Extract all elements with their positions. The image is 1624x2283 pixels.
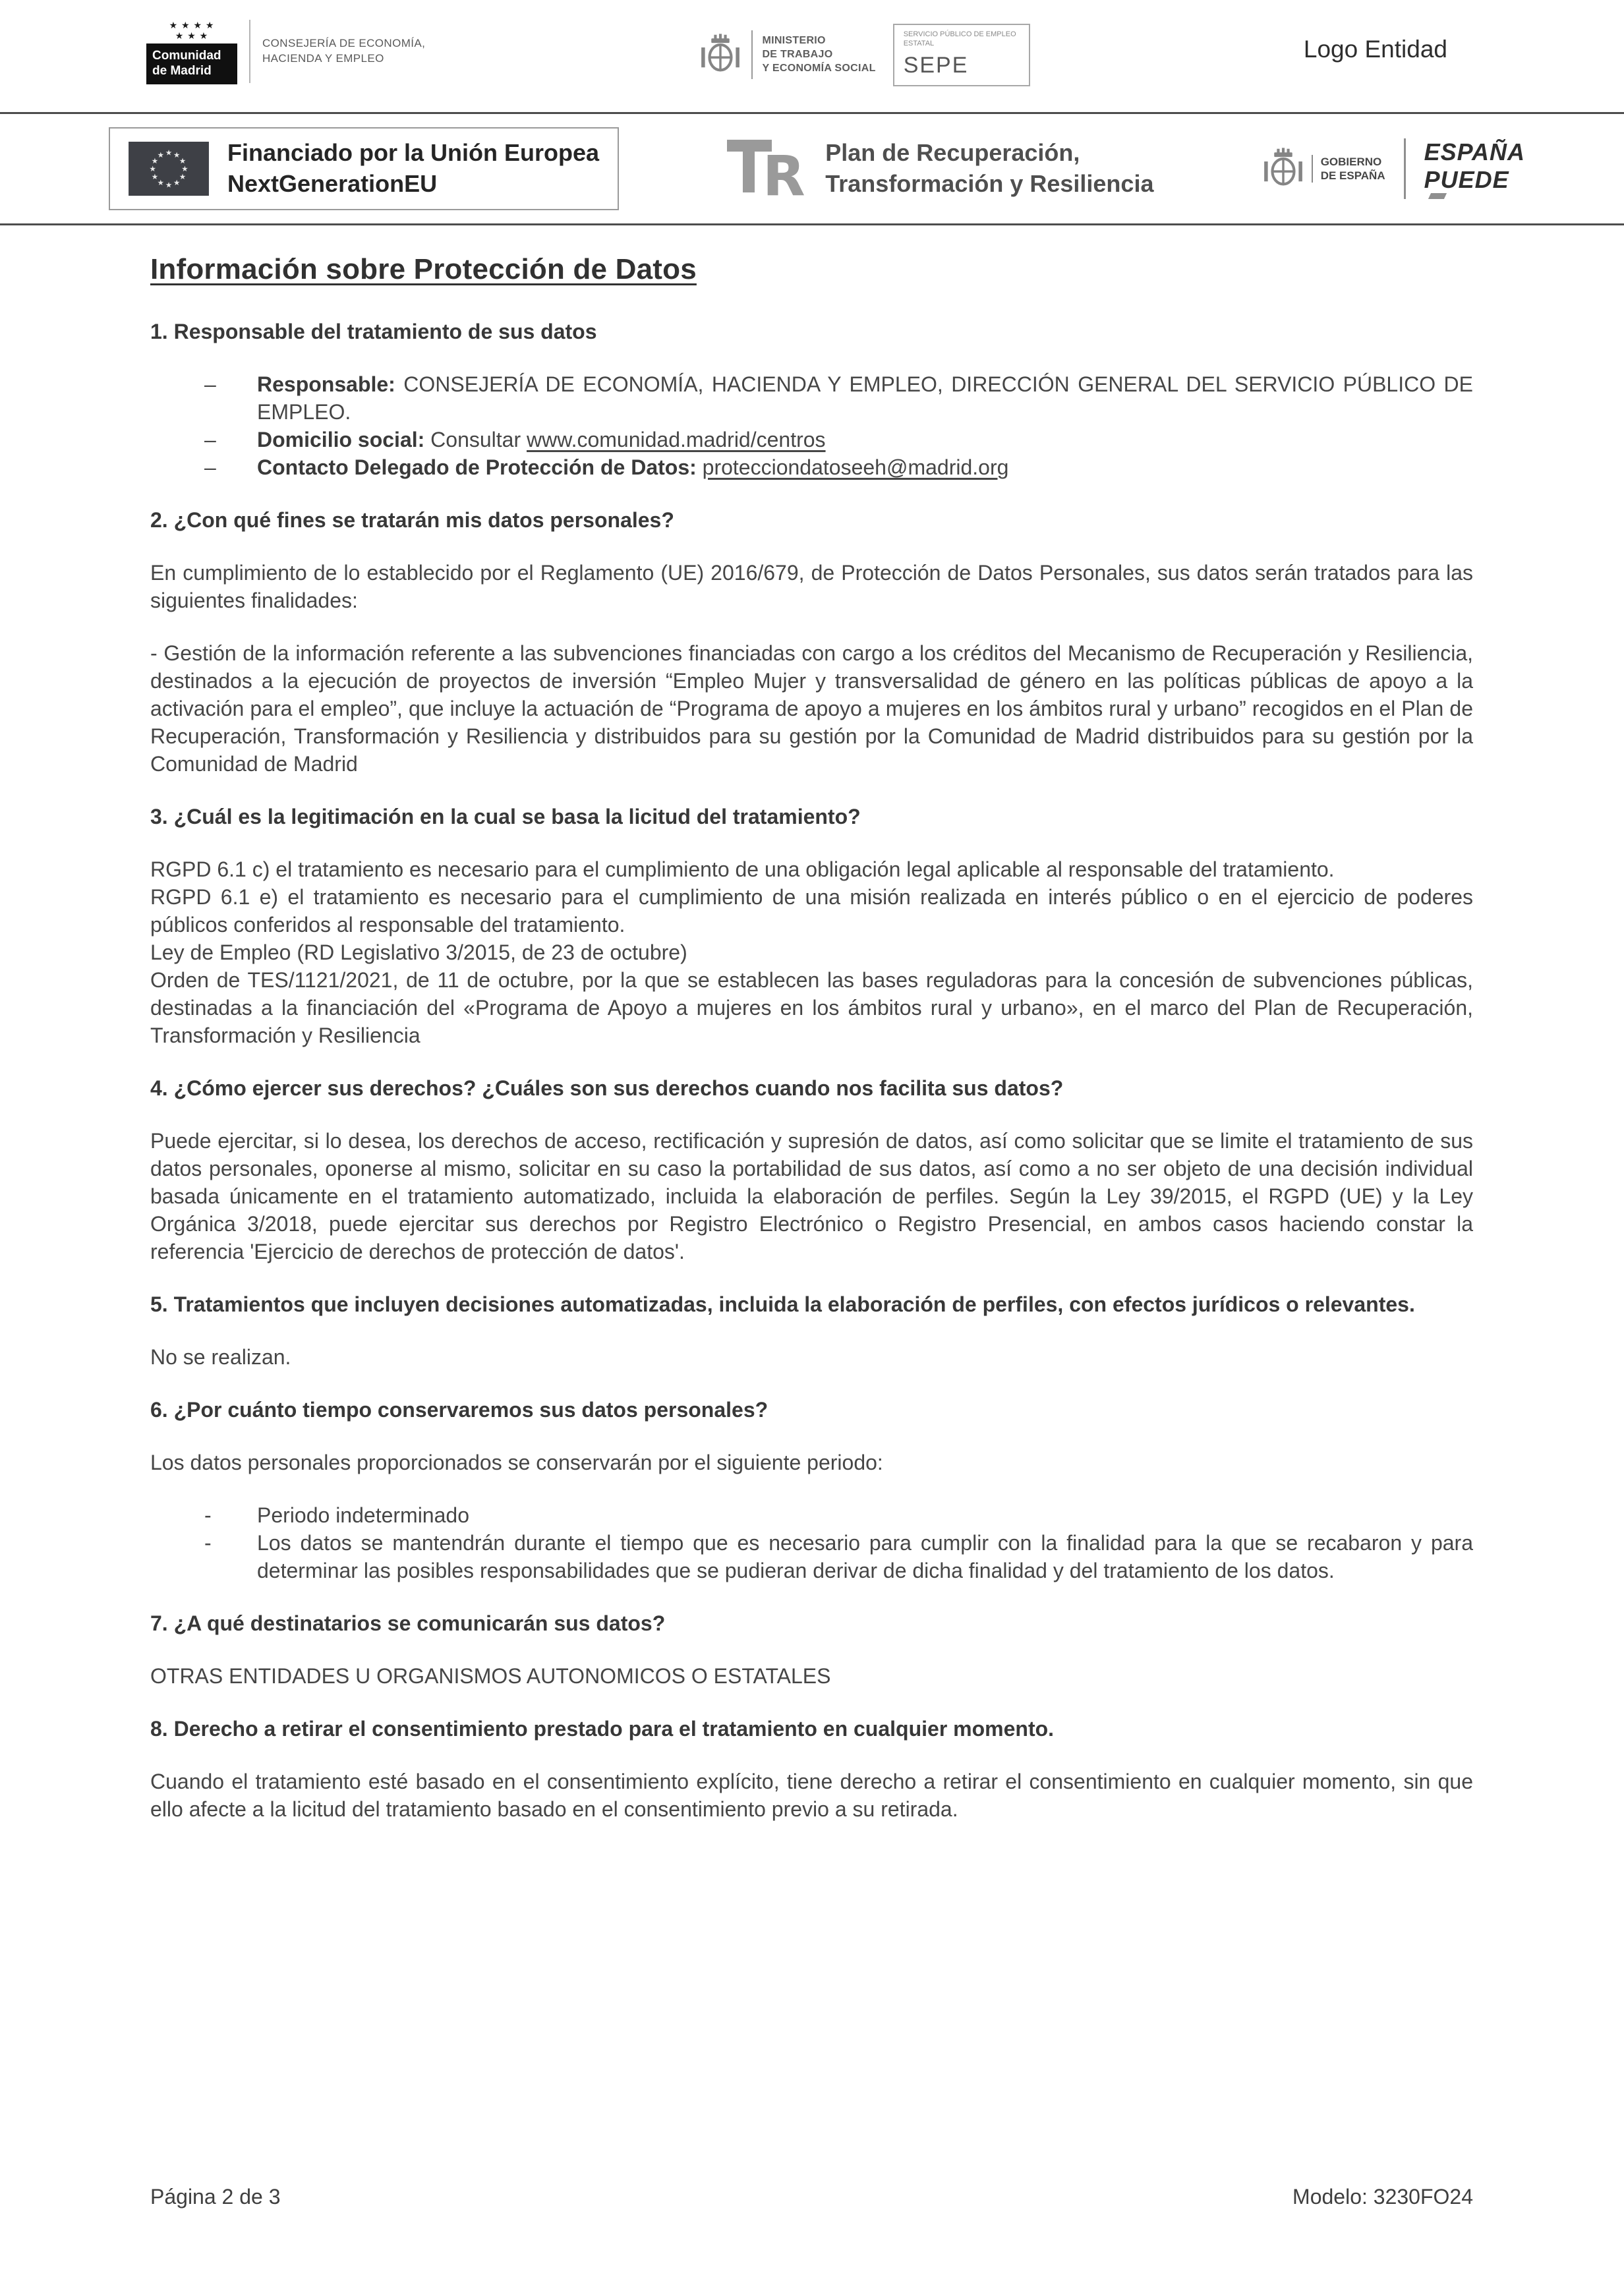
list-item — [150, 426, 1473, 453]
prtr-tr-icon — [726, 134, 812, 203]
gobierno-espana-logo — [1262, 138, 1525, 199]
item-value: Consultar — [430, 428, 521, 451]
list-item — [150, 453, 1473, 481]
paragraph: Puede ejercitar, si lo desea, los derechos de acceso, rectificación y supresión de datos, así como solicitar que se limite el tratamiento de sus datos personales, oponerse al mismo, solicitar en su caso la portabilidad de sus datos, así como a no ser objeto de una decisión individual basada únicamente en el tratamiento automatizado, incluida la elaboración de perfiles. Según la Ley 39/2015, el RGPD (UE) y la Ley Orgánica 3/2018, puede ejercitar sus derechos por Registro Electrónico o Registro Presencial, en ambos casos haciendo constar la referencia 'Ejercicio de derechos de protección de datos'. — [150, 1129, 1473, 1263]
sepe-wordmark: SEPE — [903, 52, 969, 78]
paragraph: OTRAS ENTIDADES U ORGANISMOS AUTONOMICOS O ESTATALES — [150, 1664, 831, 1688]
vertical-divider — [249, 20, 250, 83]
list-item-text — [257, 426, 1473, 453]
item-label: Responsable: — [257, 372, 395, 396]
madrid-name-line2: de Madrid — [152, 63, 212, 78]
prtr-line1: Plan de Recuperación, — [825, 139, 1080, 167]
paragraph: Los datos personales proporcionados se conservarán por el siguiente periodo: — [150, 1451, 883, 1474]
section-2-heading: 2. ¿Con qué fines se tratarán mis datos personales? — [150, 508, 674, 532]
item-label: Domicilio social: — [257, 428, 425, 451]
paragraph: - Gestión de la información referente a las subvenciones financiadas con cargo a los créditos del Mecanismo de Recuperación y Resiliencia, destinados a la ejecución de proyectos de inversión “Empleo Mujer y transversalidad de género en las políticas públicas de apoyo a la activación para el empleo”, que incluye la actuación de “Programa de apoyo a mujeres en los ámbitos rural y urbano” recogidos en el Plan de Recuperación, Transformación y Resiliencia y distribuidos para su gestión por la Comunidad de Madrid distribuidos para su gestión por la Comunidad de Madrid — [150, 641, 1473, 776]
list-item-text: Periodo indeterminado — [257, 1503, 469, 1527]
paragraph: En cumplimiento de lo establecido por el Reglamento (UE) 2016/679, de Protección de Datos Personales, sus datos serán tratados para las siguientes finalidades: — [150, 561, 1473, 612]
section-fines — [150, 506, 1473, 778]
madrid-stars-row2: ★ ★ ★ — [175, 30, 209, 42]
list-item — [150, 370, 1473, 426]
bullet-marker: – — [204, 455, 216, 479]
paragraph: RGPD 6.1 c) el tratamiento es necesario para el cumplimiento de una obligación legal aplicable al responsable del tratamiento. — [150, 857, 1335, 881]
bullet-marker: - — [204, 1531, 212, 1555]
section-destinatarios — [150, 1609, 1473, 1690]
madrid-stars-row1: ★ ★ ★ ★ — [169, 20, 215, 30]
bullet-marker: – — [204, 372, 216, 396]
prtr-label — [825, 138, 1153, 200]
consejeria-label — [262, 37, 425, 65]
bullet-marker: – — [204, 428, 216, 451]
list-item — [150, 1501, 1473, 1529]
svg-text:★: ★ — [179, 172, 187, 182]
legal-basis-block — [150, 855, 1473, 1049]
consejeria-line1: CONSEJERÍA DE ECONOMÍA, — [262, 37, 426, 50]
section-conservacion — [150, 1396, 1473, 1584]
page-title: Información sobre Protección de Datos — [150, 253, 697, 285]
document-body — [0, 225, 1624, 1823]
page-header — [0, 0, 1624, 225]
espana-line1: ESPAÑA — [1424, 138, 1525, 166]
ministry-line1: MINISTERIO — [762, 35, 826, 47]
paragraph: Ley de Empleo (RD Legislativo 3/2015, de 23 de octubre) — [150, 940, 687, 964]
svg-text:★: ★ — [173, 178, 181, 188]
paragraph: Cuando el tratamiento esté basado en el consentimiento explícito, tiene derecho a retirar el consentimiento en cualquier momento, sin que ello afecte a la licitud del tratamiento basado en el consentimiento previo a su retirada. — [150, 1770, 1473, 1821]
funding-logo-band — [0, 114, 1624, 223]
section-legitimacion — [150, 803, 1473, 1049]
svg-text:★: ★ — [165, 180, 173, 190]
section-1-heading: 1. Responsable del tratamiento de sus datos — [150, 320, 597, 343]
prtr-logo — [726, 134, 1153, 203]
list-item-text — [257, 370, 1473, 426]
svg-text:★: ★ — [181, 163, 188, 173]
prtr-line2: Transformación y Resiliencia — [825, 170, 1154, 197]
paragraph: No se realizan. — [150, 1345, 291, 1369]
header-logo-band — [0, 0, 1624, 112]
sepe-caption: SERVICIO PÚBLICO DE EMPLEO ESTATAL — [903, 30, 1016, 47]
madrid-flag-icon — [146, 18, 237, 84]
espana-puede-logo — [1404, 138, 1525, 199]
ministry-label — [762, 34, 875, 75]
ministry-line2: DE TRABAJO — [762, 48, 833, 60]
eu-funding-line1: Financiado por la Unión Europea — [227, 139, 600, 167]
list-item-text: Los datos se mantendrán durante el tiempo que es necesario para cumplir con la finalidad para la que se recabaron y para determinar las posibles responsabilidades que se pudieran derivar de dicha finalidad y del tratamiento de los datos. — [257, 1531, 1473, 1582]
gobierno-crest-icon — [1262, 147, 1305, 190]
svg-text:★: ★ — [157, 150, 164, 159]
section-4-heading: 4. ¿Cómo ejercer sus derechos? ¿Cuáles son sus derechos cuando nos facilita sus datos? — [150, 1076, 1064, 1100]
list-item-text — [257, 453, 1473, 481]
page-number: Página 2 de 3 — [150, 2185, 281, 2209]
section-6-heading: 6. ¿Por cuánto tiempo conservaremos sus datos personales? — [150, 1398, 768, 1422]
section-derechos — [150, 1074, 1473, 1265]
page-footer — [150, 2185, 1473, 2209]
section-8-heading: 8. Derecho a retirar el consentimiento prestado para el tratamiento en cualquier momento. — [150, 1717, 1055, 1741]
eu-funding-logo — [109, 127, 619, 210]
svg-text:★: ★ — [165, 148, 173, 158]
item-value: CONSEJERÍA DE ECONOMÍA, HACIENDA Y EMPLEO, DIRECCIÓN GENERAL DEL SERVICIO PÚBLICO DE EMPLEO. — [257, 372, 1474, 424]
ministry-line3: Y ECONOMÍA SOCIAL — [762, 62, 876, 74]
madrid-name-line1: Comunidad — [152, 49, 221, 63]
madrid-wordmark — [146, 43, 237, 84]
entity-logo-placeholder: Logo Entidad — [1303, 36, 1447, 63]
model-number: Modelo: 3230FO24 — [1292, 2185, 1473, 2209]
eu-funding-label — [227, 138, 599, 200]
spain-coat-of-arms-icon — [699, 33, 742, 76]
section-retirar-consentimiento — [150, 1715, 1473, 1823]
sepe-logo — [893, 24, 1030, 86]
svg-text:★: ★ — [149, 163, 156, 173]
espana-line2: PUEDE — [1424, 165, 1509, 193]
vertical-divider — [751, 30, 753, 79]
paragraph: Orden de TES/1121/2021, de 11 de octubre, por la que se establecen las bases reguladoras para la concesión de subvenciones públicas, destinadas a la financiación del «Programa de Apoyo a mujeres en los ámbitos rural y urbano», en el marco del Plan de Recuperación, Transformación y Resiliencia — [150, 968, 1473, 1047]
svg-text:★: ★ — [151, 156, 159, 165]
espana-puede-flag-icon — [1428, 193, 1447, 199]
responsable-list — [150, 370, 1473, 481]
eu-funding-line2: NextGenerationEU — [227, 170, 438, 197]
svg-text:★: ★ — [151, 172, 159, 182]
madrid-stars-icon — [146, 18, 237, 43]
ministry-sepe-logo — [699, 24, 1030, 86]
comunidad-madrid-logo — [146, 18, 425, 84]
consejeria-line2: HACIENDA Y EMPLEO — [262, 52, 384, 65]
svg-text:★: ★ — [179, 156, 187, 165]
section-7-heading: 7. ¿A qué destinatarios se comunicarán sus datos? — [150, 1611, 666, 1635]
paragraph: RGPD 6.1 e) el tratamiento es necesario para el cumplimiento de una misión realizada en interés público o en el ejercicio de poderes públicos conferidos al responsable del tratamiento. — [150, 885, 1473, 937]
conservacion-list — [150, 1501, 1473, 1584]
svg-text:★: ★ — [173, 150, 181, 159]
gobierno-line2: DE ESPAÑA — [1320, 169, 1385, 182]
gobierno-label — [1312, 155, 1385, 183]
section-decisiones-automatizadas — [150, 1290, 1473, 1371]
svg-text:★: ★ — [157, 178, 164, 188]
item-label: Contacto Delegado de Protección de Datos: — [257, 455, 697, 479]
svg-text:R: R — [763, 144, 805, 203]
section-responsable — [150, 318, 1473, 481]
eu-flag-icon — [129, 142, 209, 196]
gobierno-line1: GOBIERNO — [1320, 155, 1382, 168]
espana-line2-wrap — [1424, 166, 1525, 199]
bullet-marker: - — [204, 1503, 212, 1527]
dpo-email-link[interactable]: protecciondatoseeh@madrid.org — [702, 455, 1009, 479]
section-3-heading: 3. ¿Cuál es la legitimación en la cual se basa la licitud del tratamiento? — [150, 805, 861, 828]
section-5-heading: 5. Tratamientos que incluyen decisiones automatizadas, incluida la elaboración de perfiles, con efectos jurídicos o relevantes. — [150, 1292, 1415, 1316]
centros-link[interactable]: www.comunidad.madrid/centros — [527, 428, 826, 451]
list-item — [150, 1529, 1473, 1584]
